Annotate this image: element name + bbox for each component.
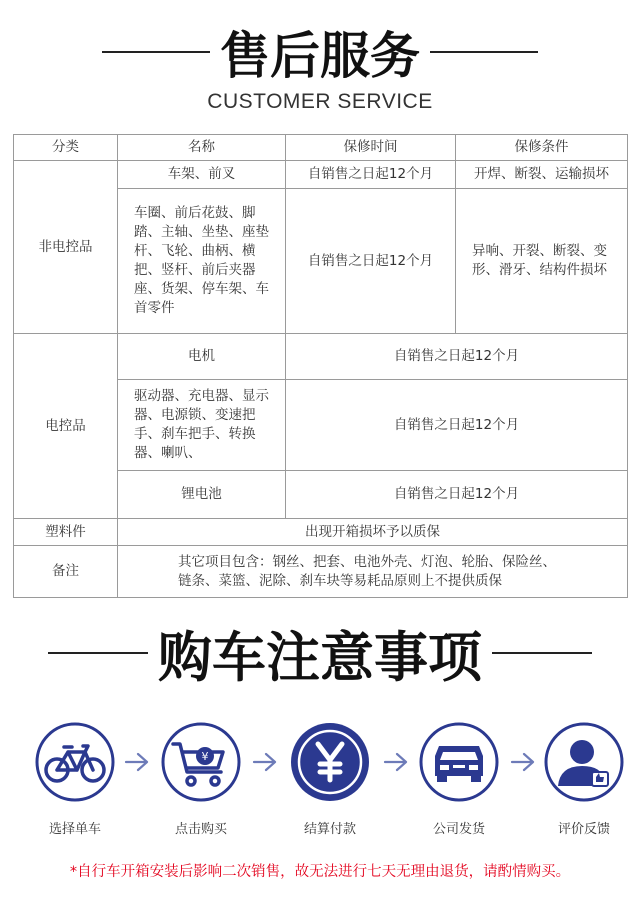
heading-rule-left bbox=[102, 51, 210, 53]
arrow-right-icon bbox=[381, 748, 411, 776]
item-name-frame: 车架、前叉 bbox=[118, 161, 286, 189]
item-name-motor: 电机 bbox=[118, 334, 286, 380]
return-policy-notice: *自行车开箱安装后影响二次销售，故无法进行七天无理由退货，请酌情购买。 bbox=[69, 864, 571, 880]
header-period: 保修时间 bbox=[286, 135, 456, 161]
customer-feedback-icon bbox=[544, 722, 624, 802]
item-name-battery: 锂电池 bbox=[118, 471, 286, 519]
table-row bbox=[14, 519, 628, 546]
purchase-notes-title: 购车注意事项 bbox=[158, 625, 482, 689]
warranty-table bbox=[13, 134, 628, 598]
purchase-steps bbox=[0, 722, 640, 837]
after-sales-heading bbox=[0, 20, 640, 84]
after-sales-title: 售后服务 bbox=[220, 27, 420, 85]
step-shipping bbox=[411, 722, 507, 837]
step-click-buy bbox=[153, 722, 249, 837]
category-remark: 备注 bbox=[14, 546, 118, 598]
step-label: 公司发货 bbox=[432, 822, 485, 837]
item-period-motor: 自销售之日起12个月 bbox=[286, 334, 628, 380]
category-electric: 电控品 bbox=[14, 334, 118, 519]
purchase-notes-heading bbox=[0, 618, 640, 688]
step-label: 评价反馈 bbox=[557, 822, 610, 837]
arrow-right-icon bbox=[508, 748, 538, 776]
heading-rule-right bbox=[492, 652, 592, 654]
table-row bbox=[14, 161, 628, 189]
category-non-electric: 非电控品 bbox=[14, 161, 118, 334]
step-feedback bbox=[536, 722, 632, 837]
shopping-cart-icon bbox=[161, 722, 241, 802]
svg-text:¥: ¥ bbox=[201, 750, 209, 763]
step-label: 结算付款 bbox=[303, 822, 356, 837]
customer-service-subtitle: CUSTOMER SERVICE bbox=[207, 90, 433, 113]
step-choose-bike bbox=[27, 722, 123, 837]
remark-text: 其它项目包含：钢丝、把套、电池外壳、灯泡、轮胎、保险丝、链条、菜篮、泥除、刹车块等易耗品原则上不提供质保 bbox=[118, 546, 628, 598]
item-period-drive: 自销售之日起12个月 bbox=[286, 380, 628, 471]
table-row bbox=[14, 546, 628, 598]
arrow-right-icon bbox=[122, 748, 152, 776]
header-name: 名称 bbox=[118, 135, 286, 161]
heading-rule-left bbox=[48, 652, 148, 654]
yen-icon bbox=[290, 722, 370, 802]
header-category: 分类 bbox=[14, 135, 118, 161]
item-period-frame: 自销售之日起12个月 bbox=[286, 161, 456, 189]
arrow-right-icon bbox=[250, 748, 280, 776]
step-label: 选择单车 bbox=[48, 822, 101, 837]
step-checkout bbox=[282, 722, 378, 837]
header-condition: 保修条件 bbox=[456, 135, 628, 161]
table-header-row bbox=[14, 135, 628, 161]
heading-rule-right bbox=[430, 51, 538, 53]
plastic-warranty-text: 出现开箱损坏予以质保 bbox=[118, 519, 628, 546]
item-condition-parts: 异响、开裂、断裂、变形、滑牙、结构件损坏 bbox=[456, 189, 628, 334]
item-period-parts: 自销售之日起12个月 bbox=[286, 189, 456, 334]
item-condition-frame: 开焊、断裂、运输损坏 bbox=[456, 161, 628, 189]
category-plastic: 塑料件 bbox=[14, 519, 118, 546]
delivery-truck-icon bbox=[419, 722, 499, 802]
item-name-parts: 车圈、前后花鼓、脚踏、主轴、坐垫、座垫杆、飞轮、曲柄、横把、竖杆、前后夹器座、货架、停车架、车首零件 bbox=[118, 189, 286, 334]
item-name-drive: 驱动器、充电器、显示器、电源锁、变速把手、刹车把手、转换器、喇叭、 bbox=[118, 380, 286, 471]
table-row bbox=[14, 334, 628, 380]
item-period-battery: 自销售之日起12个月 bbox=[286, 471, 628, 519]
step-label: 点击购买 bbox=[174, 822, 227, 837]
bicycle-icon bbox=[35, 722, 115, 802]
